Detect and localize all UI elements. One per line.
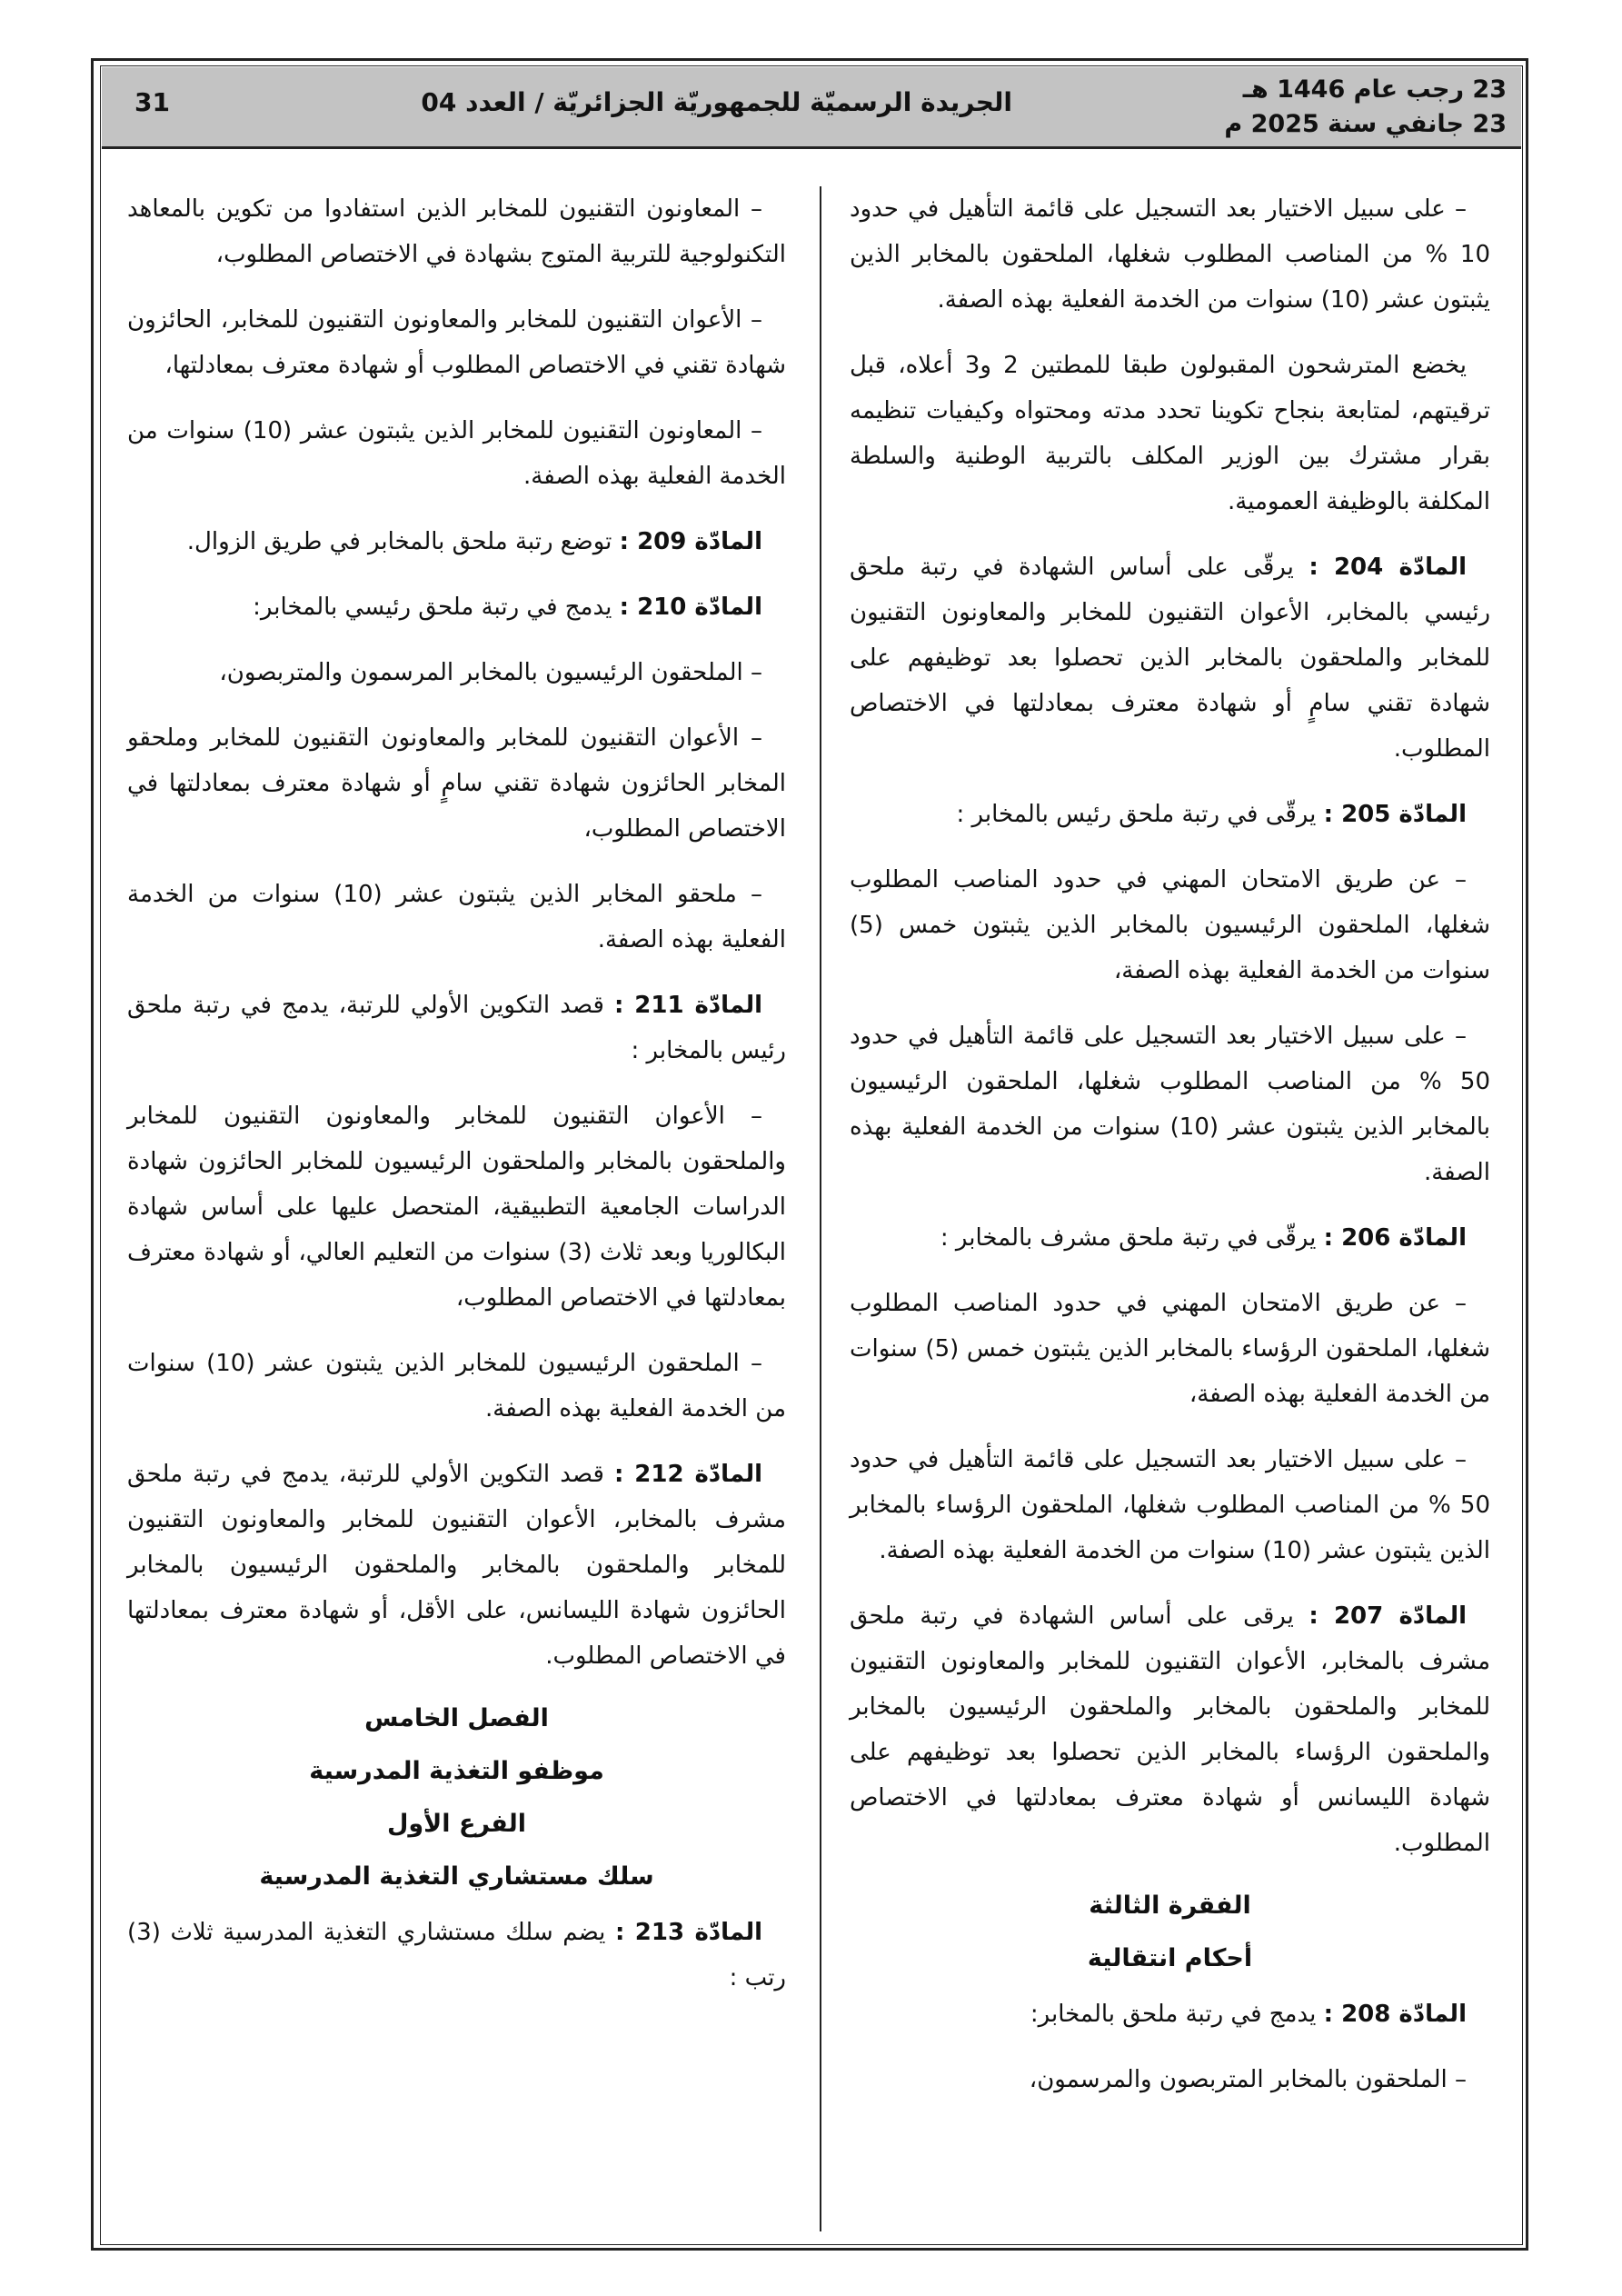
article-number: المادّة 209 : — [619, 528, 762, 555]
paragraph — [127, 408, 786, 499]
column-divider — [820, 186, 821, 2231]
article-number: المادّة 204 : — [1309, 554, 1467, 581]
paragraph-text: – الملحقون الرئيسيون للمخابر الذين يثبتون عشر (10) سنوات من الخدمة الفعلية بهذه الصفة. — [127, 1350, 786, 1423]
paragraph — [127, 1093, 786, 1321]
paragraph-text: – على سبيل الاختيار بعد التسجيل على قائمة التأهيل في حدود 10 % من المناصب المطلوب شغلها، الملحقون بالمخابر الذين يثبتون عشر (10) سنوات من الخدمة الفعلية بهذه الصفة. — [850, 195, 1490, 314]
paragraph-text: – على سبيل الاختيار بعد التسجيل على قائمة التأهيل في حدود 50 % من المناصب المطلوب شغلها، الملحقون الرئيسيون بالمخابر الذين يثبتون عشر (10) سنوات من الخدمة الفعلية بهذه الصفة. — [850, 1023, 1490, 1186]
article-number: المادّة 213 : — [614, 1919, 763, 1946]
article-paragraph — [127, 1452, 786, 1679]
paragraph-text: – على سبيل الاختيار بعد التسجيل على قائمة التأهيل في حدود 50 % من المناصب المطلوب شغلها، الملحقون الرؤساء بالمخابر الذين يثبتون عشر (10) سنوات من الخدمة الفعلية بهذه الصفة. — [850, 1446, 1490, 1564]
section-heading: أحكام انتقالية — [1087, 1944, 1253, 1972]
right-column — [850, 186, 1490, 2122]
article-number: المادّة 207 : — [1309, 1602, 1467, 1630]
gazette-header — [102, 67, 1521, 149]
paragraph — [850, 857, 1490, 993]
paragraph-text: – الملحقون بالمخابر المتربصون والمرسمون، — [1029, 2066, 1467, 2093]
paragraph — [850, 1437, 1490, 1573]
article-number: المادّة 208 : — [1323, 2001, 1467, 2028]
article-paragraph — [127, 1910, 786, 2001]
paragraph-text: يرقّى على أساس الشهادة في رتبة ملحق رئيسي بالمخابر، الأعوان التقنيون للمخابر والمعاونون التقنيون للمخابر والملحقون بالمخابر الذين تحصلوا بعد توظيفهم على شهادة تقني سامٍ أو شهادة معترف بمعادلتها في الاختصاص المطلوب. — [850, 554, 1490, 763]
section-heading: الفقرة الثالثة — [1089, 1892, 1251, 1920]
date-gregorian: 23 جانفي سنة 2025 م — [1224, 110, 1507, 138]
paragraph-text: – ملحقو المخابر الذين يثبتون عشر (10) سنوات من الخدمة الفعلية بهذه الصفة. — [127, 881, 786, 953]
paragraph-text: توضع رتبة ملحق بالمخابر في طريق الزوال. — [186, 528, 612, 555]
article-paragraph — [850, 792, 1490, 837]
date-hijri: 23 رجب عام 1446 هـ — [1242, 75, 1507, 104]
article-paragraph — [127, 983, 786, 1073]
paragraph — [127, 297, 786, 388]
article-number: المادّة 206 : — [1323, 1224, 1467, 1252]
paragraph-text: – الأعوان التقنيون للمخابر والمعاونون التقنيون للمخابر وملحقو المخابر الحائزون شهادة تقني سامٍ أو شهادة معترف بمعادلتها في الاختصاص المطلوب، — [127, 724, 786, 843]
article-paragraph — [127, 584, 786, 630]
paragraph — [850, 1013, 1490, 1195]
paragraph — [127, 715, 786, 852]
paragraph-text: يدمج في رتبة ملحق رئيسي بالمخابر: — [253, 594, 612, 621]
paragraph-text: – عن طريق الامتحان المهني في حدود المناصب المطلوب شغلها، الملحقون الرئيسيون بالمخابر الذين يثبتون خمس (5) سنوات من الخدمة الفعلية بهذه الصفة، — [850, 866, 1490, 984]
paragraph-text: يرقّى في رتبة ملحق مشرف بالمخابر : — [940, 1224, 1317, 1252]
article-paragraph — [850, 544, 1490, 772]
paragraph — [850, 2057, 1490, 2102]
article-paragraph — [850, 1593, 1490, 1866]
paragraph-text: – الأعوان التقنيون للمخابر والمعاونون التقنيون للمخابر والملحقون بالمخابر والملحقون الرئيسيون للمخابر الحائزون شهادة الدراسات الجامعية التطبيقية، المتحصل عليها على أساس شهادة البكالوريا وبعد ثلاث (3) سنوات من التعليم العالي، أو شهادة معترف بمعادلتها في الاختصاص المطلوب، — [127, 1103, 786, 1312]
paragraph — [127, 186, 786, 277]
paragraph-text: قصد التكوين الأولي للرتبة، يدمج في رتبة ملحق رئيس بالمخابر : — [127, 992, 786, 1064]
paragraph — [850, 343, 1490, 524]
gazette-title: الجريدة الرسميّة للجمهوريّة الجزائريّة / العدد 04 — [421, 87, 1012, 117]
header-dates — [1224, 73, 1507, 142]
article-paragraph — [850, 1992, 1490, 2037]
section-heading: الفصل الخامس — [364, 1704, 549, 1732]
paragraph-text: – المعاونون التقنيون للمخابر الذين استفادوا من تكوين بالمعاهد التكنولوجية للتربية المتوج بشهادة في الاختصاص المطلوب، — [127, 195, 786, 268]
article-paragraph — [127, 519, 786, 564]
section-heading: الفرع الأول — [386, 1810, 527, 1838]
paragraph — [127, 1341, 786, 1432]
paragraph-text: – الأعوان التقنيون للمخابر والمعاونون التقنيون للمخابر، الحائزون شهادة تقني في الاختصاص المطلوب أو شهادة معترف بمعادلتها، — [127, 306, 786, 379]
paragraph-text: يرقى على أساس الشهادة في رتبة ملحق مشرف بالمخابر، الأعوان التقنيون للمخابر والمعاونون التقنيون للمخابر والملحقون بالمخابر والملحقون الرئيسيون بالمخابر والملحقون الرؤساء بالمخابر الذين تحصلوا بعد توظيفهم على شهادة الليسانس أو شهادة معترف بمعادلتها في الاختصاص المطلوب. — [850, 1602, 1490, 1857]
paragraph-text: يخضع المترشحون المقبولون طبقا للمطتين 2 و3 أعلاه، قبل ترقيتهم، لمتابعة بنجاح تكوينا تحدد مدته ومحتواه وكيفيات تنظيمه بقرار مشترك بين الوزير المكلف بالتربية الوطنية والسلطة المكلفة بالوظيفة العمومية. — [850, 352, 1490, 515]
article-number: المادّة 212 : — [613, 1461, 763, 1488]
article-paragraph — [850, 1215, 1490, 1261]
paragraph — [850, 186, 1490, 323]
paragraph-text: – المعاونون التقنيون للمخابر الذين يثبتون عشر (10) سنوات من الخدمة الفعلية بهذه الصفة. — [127, 417, 786, 490]
paragraph-text: يضم سلك مستشاري التغذية المدرسية ثلاث (3) رتب : — [127, 1919, 786, 1992]
article-number: المادّة 205 : — [1323, 801, 1467, 828]
paragraph-text: قصد التكوين الأولي للرتبة، يدمج في رتبة ملحق مشرف بالمخابر، الأعوان التقنيون للمخابر والمعاونون التقنيون للمخابر والملحقون بالمخابر والملحقون الرئيسيون بالمخابر الحائزون شهادة الليسانس، على الأقل، أو شهادة معترف بمعادلتها في الاختصاص المطلوب. — [127, 1461, 786, 1670]
left-column — [127, 186, 786, 2021]
paragraph-text: – الملحقون الرئيسيون بالمخابر المرسمون والمتربصون، — [219, 659, 762, 686]
section-heading: سلك مستشاري التغذية المدرسية — [259, 1862, 654, 1891]
paragraph-text: يرقّى في رتبة ملحق رئيس بالمخابر : — [956, 801, 1317, 828]
paragraph — [850, 1281, 1490, 1417]
article-number: المادّة 210 : — [619, 594, 762, 621]
paragraph — [127, 872, 786, 963]
article-number: المادّة 211 : — [613, 992, 763, 1019]
page-number: 31 — [134, 87, 170, 117]
paragraph-text: – عن طريق الامتحان المهني في حدود المناصب المطلوب شغلها، الملحقون الرؤساء بالمخابر الذين يثبتون خمس (5) سنوات من الخدمة الفعلية بهذه الصفة، — [850, 1290, 1490, 1408]
section-heading: موظفو التغذية المدرسية — [309, 1757, 604, 1785]
paragraph — [127, 650, 786, 695]
paragraph-text: يدمج في رتبة ملحق بالمخابر: — [1030, 2001, 1317, 2028]
